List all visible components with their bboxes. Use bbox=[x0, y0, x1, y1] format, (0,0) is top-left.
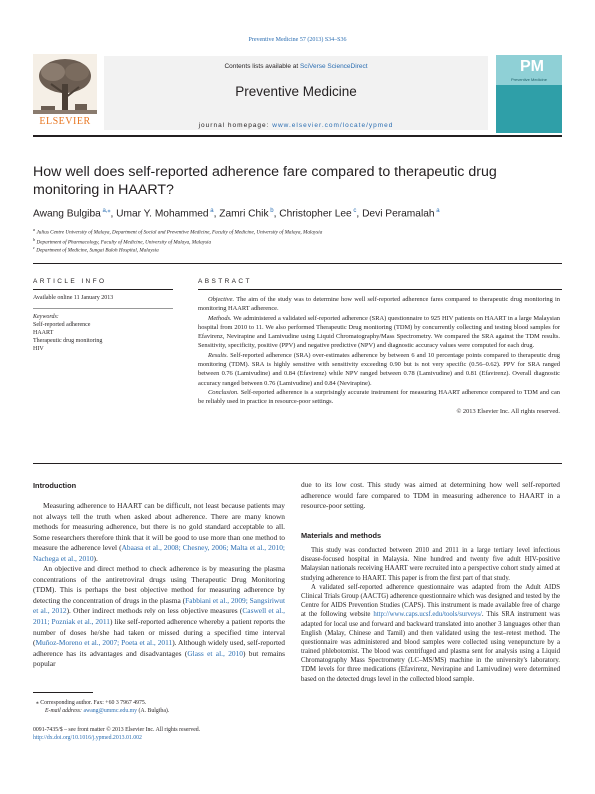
methods-heading: Materials and methods bbox=[301, 531, 382, 540]
corresponding-author-note: ⁎ Corresponding author. Fax: +60 3 7967 4975. bbox=[35, 700, 147, 706]
introduction-heading: Introduction bbox=[33, 481, 77, 490]
contents-line bbox=[104, 63, 488, 70]
abstract-copyright: © 2013 Elsevier Inc. All rights reserved. bbox=[456, 407, 560, 415]
article-info-heading: ARTICLE INFO bbox=[33, 278, 107, 285]
author-name[interactable]: Umar Y. Mohammed bbox=[116, 208, 209, 220]
keyword-item: HIV bbox=[33, 346, 44, 352]
journal-cover-thumbnail[interactable] bbox=[496, 55, 562, 133]
available-online: Available online 11 January 2013 bbox=[33, 295, 114, 301]
citation-link[interactable]: Glass et al., 2010 bbox=[187, 648, 243, 658]
author-list bbox=[33, 207, 562, 219]
doi-link[interactable]: http://dx.doi.org/10.1016/j.ypmed.2013.01.002 bbox=[33, 735, 142, 741]
introduction-body bbox=[33, 501, 285, 670]
abstract-heading: ABSTRACT bbox=[198, 278, 252, 285]
email-note: E-mail address: awang@ummc.edu.my (A. Bulgiba). bbox=[45, 708, 170, 714]
abstract-methods: Methods. We administered a validated self-reported adherence (SRA) questionnaire to 925 HIV patients on HAART in a large Malaysian hospital from 2010 to 11. We also performed Therapeutic Drug monitoring (TDM) by concurrently collecting and testing blood samples for Efavirenz, Nevirapine and Lamivudine using Liquid Chromatography/Mass Spectrometry. We compared the SRA against the TDM results. Sensitivity, specificity, positive (PPV) and negative predictive (NPV) and diagnostic accuracy values were computed for each drug. bbox=[198, 314, 560, 350]
citation-link[interactable]: Muñoz-Moreno et al., 2007; Poeta et al., 2011 bbox=[35, 638, 173, 648]
header-rule bbox=[33, 135, 562, 137]
homepage-link[interactable]: www.elsevier.com/locate/ypmed bbox=[272, 122, 394, 129]
abstract-conclusion: Conclusion. Self-reported adherence is a surprisingly accurate instrument for measuring HAART adherence compared to TDM and can be reliably used in practice in resource-poor settings. bbox=[198, 388, 560, 406]
journal-homepage-line bbox=[104, 122, 488, 129]
abstract-rule bbox=[198, 289, 562, 290]
article-title: How well does self-reported adherence fare compared to therapeutic drug monitoring in HAART? bbox=[33, 164, 497, 198]
running-head[interactable]: Preventive Medicine 57 (2013) S34–S36 bbox=[248, 37, 347, 43]
affiliation-a: $^a$ Julius Centre University of Malaya, Department of Social and Preventive Medicine, Faculty of Medicine, University of Malaya, Malaysia bbox=[33, 227, 323, 236]
sciencedirect-link[interactable]: SciVerse ScienceDirect bbox=[299, 63, 368, 70]
author-name[interactable]: Awang Bulgiba bbox=[33, 208, 101, 220]
caps-survey-link[interactable]: http://www.caps.ucsf.edu/tools/surveys/ bbox=[373, 611, 482, 619]
keywords-label: Keywords: bbox=[33, 314, 59, 320]
email-link[interactable]: awang@ummc.edu.my bbox=[83, 708, 138, 714]
author-separator: , bbox=[213, 208, 220, 220]
author-separator: , bbox=[356, 208, 363, 220]
issn-line: 0091-7435/$ – see front matter © 2013 Elsevier Inc. All rights reserved. bbox=[33, 727, 201, 733]
author-affiliation-mark: b bbox=[268, 208, 274, 214]
homepage-prefix: journal homepage: bbox=[198, 122, 273, 129]
author-name[interactable]: Zamri Chik bbox=[219, 208, 269, 220]
footnote-rule bbox=[33, 692, 93, 693]
author-separator: , bbox=[273, 208, 280, 220]
citation-link[interactable]: Abaasa et al., 2008; Chesney, 2006; Malta et al., 2010; Nachega et al., 2010 bbox=[33, 543, 285, 563]
author-affiliation-mark: c bbox=[351, 208, 357, 214]
author-affiliation-mark: a bbox=[208, 208, 214, 214]
keyword-item: HAART bbox=[33, 330, 54, 336]
methods-paragraph-2: A validated self-reported adherence questionnaire was adapted from the Adult AIDS Clinical Trials Group (AACTG) adherence questionnaire which was designed and tested by the Centre for AIDS Prevention Studies (CAPS). This instrument is made available free of charge at the following website http://www.caps.ucsf.edu/tools/surveys/. This SRA instrument was adapted for local use and forward and backward translated into another 3 languages other than English (Malay, Chinese and Tamil) and then validated using the test–retest method. The questionnaire was administered and blood samples were collected using venepuncture by a trained phlebotomist. The blood was centrifuged and plasma sent for analysis using a Liquid Chromatography Mass Spectrometry (LC–MS/MS) machine in the university's laboratory. TDM levels for three medications (Efavirenz, Nevirapine and Lamivudine) were determined based on the detected drugs level in the collected blood sample. bbox=[301, 583, 560, 683]
abstract-results: Results. Self-reported adherence (SRA) over-estimates adherence by between 6 and 10 percentage points compared to therapeutic drug monitoring (TDM). SRA is highly sensitive with sensitivity exceeding 0.90 but is not very specific (0.56–0.62). PPV for SRA ranged between 0.76 (Lamivudine) and 0.84 (Efavirenz) while NPV ranged between 0.78 (Lamivudine) and 0.81 (Efavirenz). Overall diagnostic accuracy ranged between 0.76 (Lamivudine) and 0.84 (Nevirapine). bbox=[198, 351, 560, 387]
keyword-item: Self-reported adherence bbox=[33, 322, 91, 328]
author-separator: , bbox=[110, 208, 117, 220]
abstract-objective: Objective. The aim of the study was to determine how well self-reported adherence fares compared to therapeutic drug monitoring in monitoring HAART adherence. bbox=[198, 296, 560, 313]
citation-link[interactable]: Fabbiani et al., 2009; Sangsiriwut et al., 2012 bbox=[33, 595, 285, 616]
citation-link[interactable]: Caswell et al., 2011; Pozniak et al., 2011 bbox=[33, 606, 285, 627]
methods-paragraph-1: This study was conducted between 2010 and 2011 in a large tertiary level infectious disease-focused hospital in Malaysia. Nine hundred and twenty five adult HIV-positive Malaysian nationals receiving HAART were recruited into a perspective cohort study aimed at studying adherence to HAART. This paper is from the first part of that study. bbox=[301, 547, 560, 582]
elsevier-wordmark: ELSEVIER bbox=[39, 116, 91, 127]
author-affiliation-mark: a bbox=[434, 208, 440, 214]
intro-continuation: due to its low cost. This study was aimed at determining how well self-reported adherence would fare compared to TDM in measuring adherence to HAART in a resource-poor setting. bbox=[301, 480, 560, 511]
article-info-rule bbox=[33, 289, 173, 290]
cover-pm-letters: PM bbox=[520, 58, 544, 75]
journal-title: Preventive Medicine bbox=[235, 84, 357, 99]
intro-paragraph-2: An objective and direct method to check adherence is by measuring the plasma concentrations of the antiretroviral drugs using Therapeutic Drug Monitoring (TDM). This is perhaps the best objective method for measuring adherence by detecting the concentration of drugs in the plasma (Fabbiani et al., 2009; Sangsiriwut et al., 2012). Other indirect methods rely on less objective measures (Caswell et al., 2011; Pozniak et al., 2011) like self-reported adherence whereby a patient reports the number of doses he/she had taken or missed during a specified time interval (Muñoz-Moreno et al., 2007; Poeta et al., 2011). Although widely used, self-reported adherence has its advantages and disadvantages (Glass et al., 2010) but remains popular bbox=[33, 564, 285, 669]
contents-prefix: Contents lists available at bbox=[224, 63, 300, 70]
title-block-rule bbox=[33, 263, 562, 264]
keywords-rule bbox=[33, 308, 173, 309]
abstract-body bbox=[198, 295, 560, 416]
cover-subtitle: Preventive Medicine bbox=[510, 77, 548, 82]
intro-paragraph-1: Measuring adherence to HAART can be difficult, not least because patients may not always tell the truth when asked about adherence. There are many known methods for measuring adherence, but there is no gold standard acceptable to all. Some researchers therefore think that it will be good to use more than one method to measure the adherence level (Abaasa et al., 2008; Chesney, 2006; Malta et al., 2010; Nachega et al., 2010). bbox=[33, 501, 285, 563]
author-name[interactable]: Devi Peramalah bbox=[362, 208, 435, 220]
methods-body bbox=[301, 546, 560, 684]
author-affiliation-mark: a,⁎ bbox=[100, 208, 111, 214]
affiliation-c: $^c$ Department of Medicine, Sungai Buloh Hospital, Malaysia bbox=[33, 245, 159, 254]
abstract-end-rule bbox=[33, 463, 562, 464]
keyword-item: Therapeutic drug monitoring bbox=[33, 338, 103, 344]
author-name[interactable]: Christopher Lee bbox=[279, 208, 352, 220]
affiliation-b: $^b$ Department of Pharmacology, Faculty of Medicine, University of Malaya, Malaysia bbox=[33, 237, 212, 246]
